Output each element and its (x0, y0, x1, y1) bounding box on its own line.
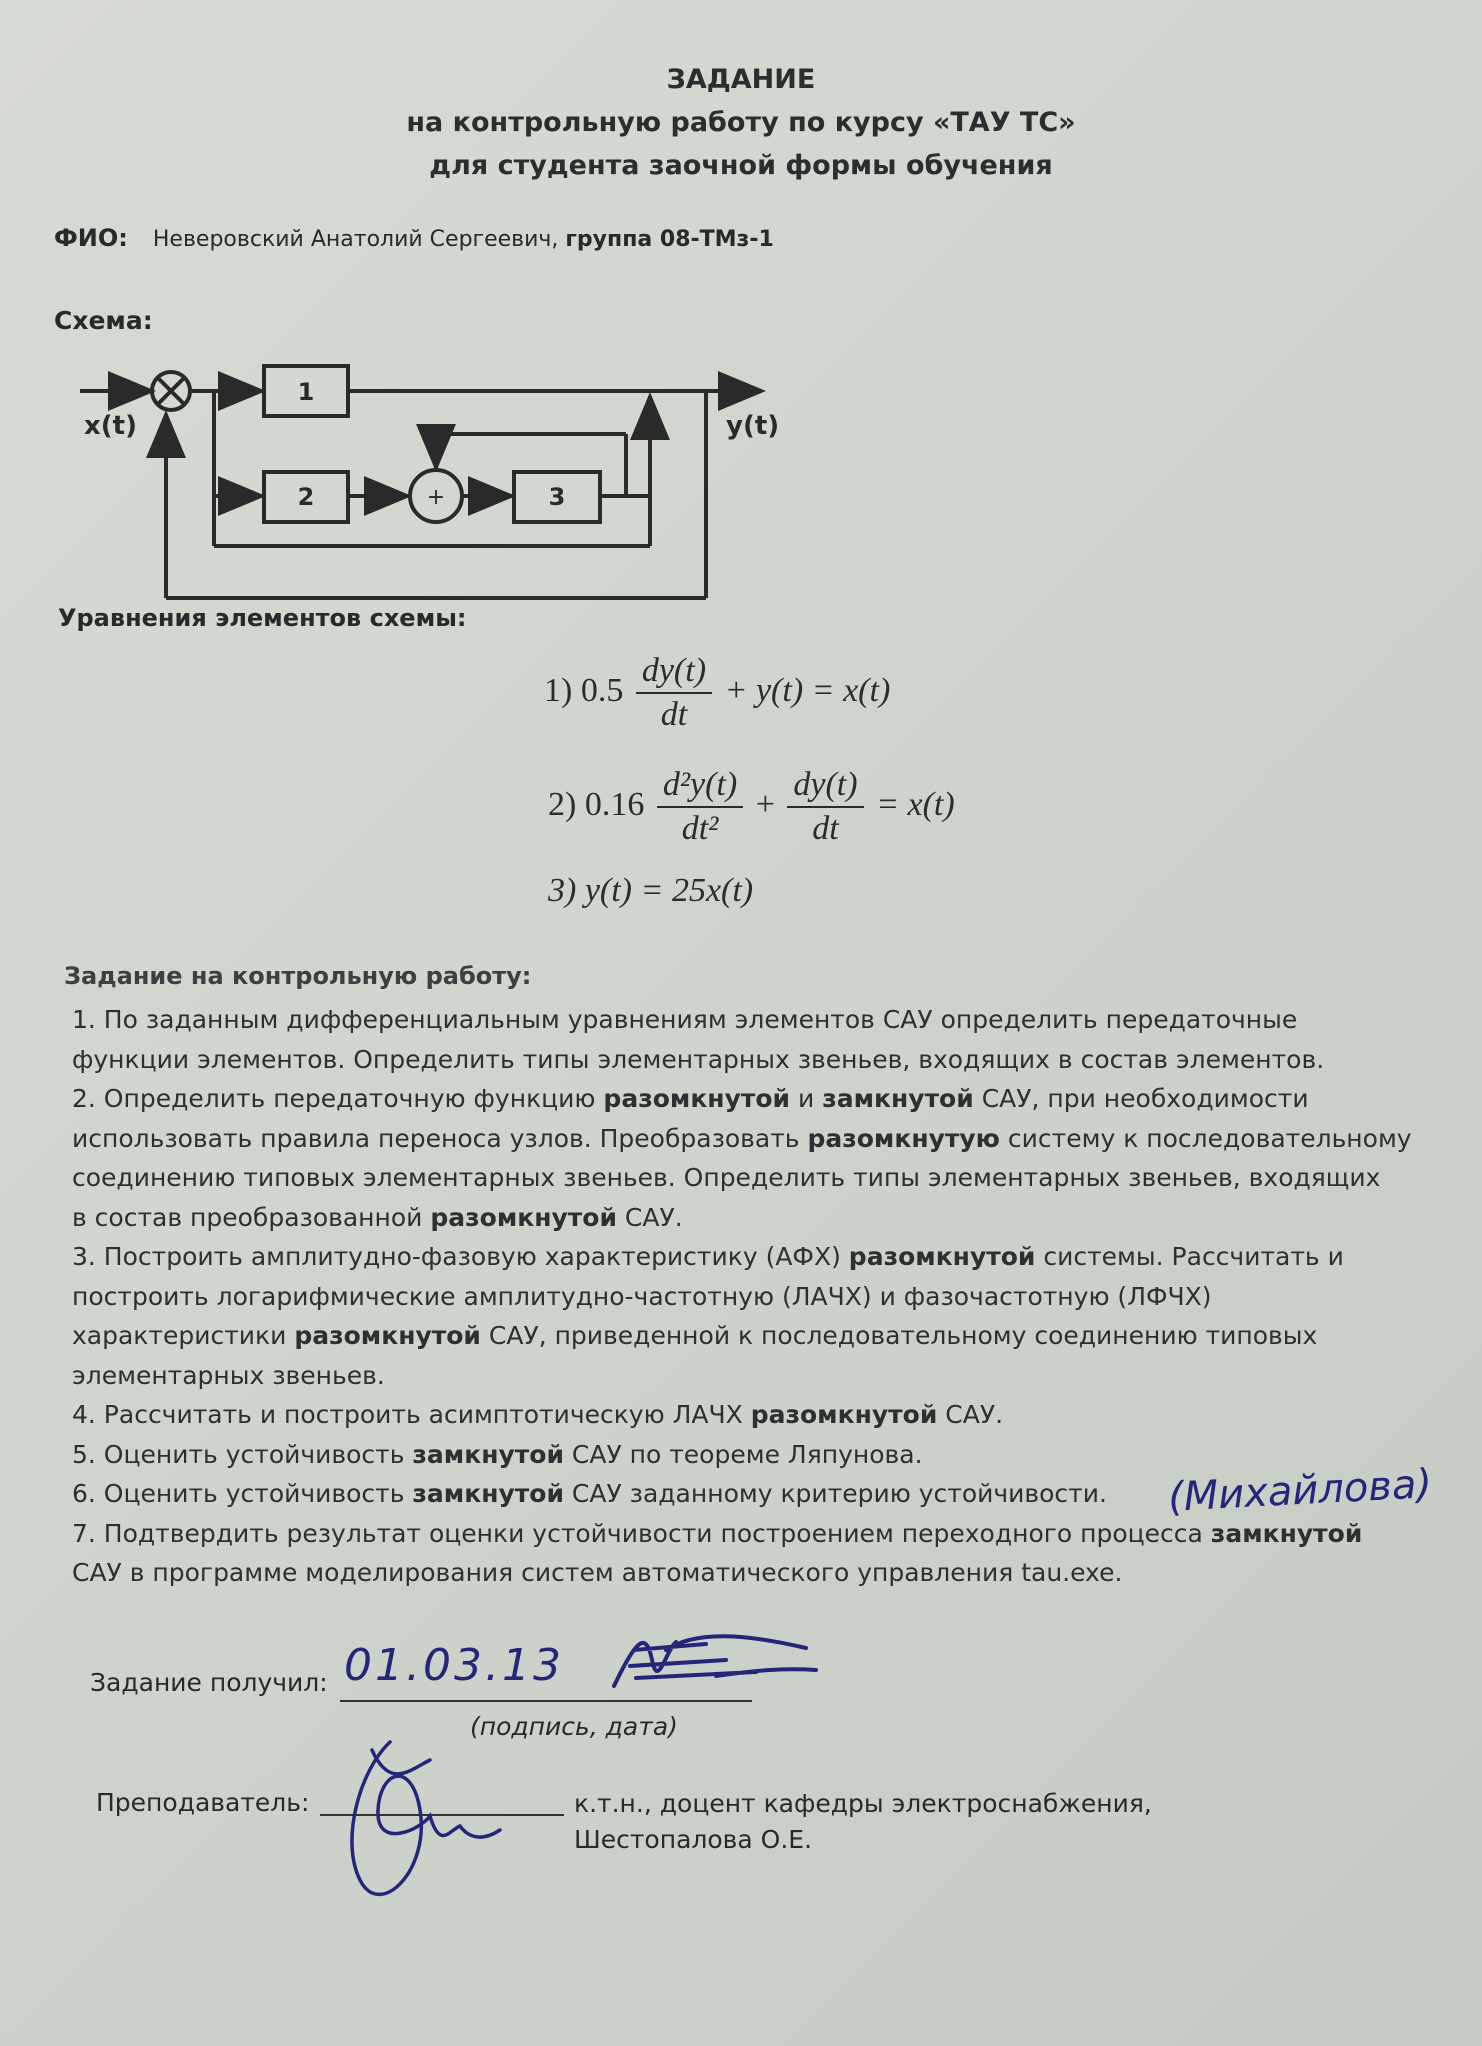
task-3-line-1: 3. Построить амплитудно-фазовую характеристику (АФХ) разомкнутой системы. Рассчитать и (72, 1242, 1344, 1271)
tasks-heading: Задание на контрольную работу: (64, 962, 532, 990)
block-2-label: 2 (297, 483, 315, 511)
inner-sum-sign: + (426, 485, 446, 510)
eq2-fraction-1 (657, 766, 743, 848)
task-3-line-3: характеристики разомкнутой САУ, приведенной к последовательному соединению типовых (72, 1321, 1318, 1350)
received-signature-line (340, 1700, 752, 1702)
input-label: x(t) (84, 411, 137, 441)
title-line-1: ЗАДАНИЕ (666, 64, 816, 95)
task-1-line-1: 1. По заданным дифференциальным уравнениям элементов САУ определить передаточные (72, 1005, 1298, 1034)
handwritten-criterion-note: (Михайлова) (1166, 1461, 1434, 1521)
title-line-2: на контрольную работу по курсу «ТАУ ТС» (406, 107, 1076, 138)
eq2-fraction-1-numerator: d²y(t) (657, 766, 743, 808)
student-name: Неверовский Анатолий Сергеевич, (152, 227, 559, 252)
task-7-line-2: САУ в программе моделирования систем автоматического управления tau.exe. (72, 1558, 1123, 1587)
eq1-fraction-numerator: dy(t) (636, 652, 712, 694)
task-3-line-2: построить логарифмические амплитудно-частотную (ЛАЧХ) и фазочастотную (ЛФЧХ) (72, 1281, 1212, 1311)
student-signature-icon (606, 1620, 826, 1700)
block-diagram (70, 350, 790, 606)
eq2-fraction-1-denominator: dt² (681, 810, 719, 847)
task-2-line-2: использовать правила переноса узлов. Преобразовать разомкнутую систему к последовательному (72, 1123, 1412, 1153)
teacher-signature-icon (320, 1730, 530, 1920)
eq2-coefficient: 0.16 (584, 785, 645, 823)
equation-1 (544, 652, 890, 734)
task-1-line-2: функции элементов. Определить типы элементарных звеньев, входящих в состав элементов. (72, 1044, 1325, 1074)
eq2-rest: = x(t) (876, 785, 955, 823)
eq1-number: 1) (544, 671, 573, 709)
eq2-fraction-2-numerator: dy(t) (787, 766, 863, 808)
task-3-line-4: элементарных звеньев. (72, 1360, 385, 1390)
task-5: 5. Оценить устойчивость замкнутой САУ по теореме Ляпунова. (72, 1439, 923, 1469)
title-line-3: для студента заочной формы обучения (429, 150, 1053, 181)
received-label: Задание получил: (90, 1668, 328, 1697)
eq1-fraction (636, 652, 712, 734)
eq1-rest: + y(t) = x(t) (724, 671, 891, 709)
equation-3 (548, 872, 753, 910)
document-title (0, 58, 1482, 187)
block-1-label: 1 (297, 378, 315, 406)
signature-hint: (подпись, дата) (470, 1712, 678, 1741)
equations-label: Уравнения элементов схемы: (58, 604, 467, 632)
task-6: 6. Оценить устойчивость замкнутой САУ заданному критерию устойчивости. (72, 1479, 1107, 1508)
task-4: 4. Рассчитать и построить асимптотическую ЛАЧХ разомкнутой САУ. (72, 1400, 1004, 1429)
task-2-line-1: 2. Определить передаточную функцию разомкнутой и замкнутой САУ, при необходимости (72, 1084, 1309, 1113)
block-3-label: 3 (548, 483, 566, 511)
teacher-name: Шестопалова О.Е. (574, 1825, 813, 1854)
fio-label: ФИО: (54, 224, 128, 252)
handwritten-date: 01.03.13 (344, 1640, 564, 1691)
output-label: y(t) (726, 411, 780, 441)
eq1-coefficient: 0.5 (580, 671, 624, 709)
task-2-line-3: соединению типовых элементарных звеньев. Определить типы элементарных звеньев, входящих (72, 1163, 1381, 1192)
eq2-number: 2) (548, 785, 577, 823)
eq2-fraction-2 (787, 766, 863, 848)
equation-2 (548, 766, 955, 848)
eq2-fraction-2-denominator: dt (812, 810, 839, 847)
schema-label: Схема: (54, 306, 153, 335)
eq3-text: 3) y(t) = 25x(t) (548, 872, 754, 909)
eq2-plus: + (755, 785, 775, 823)
teacher-title: к.т.н., доцент кафедры электроснабжения, (574, 1789, 1152, 1818)
student-info (54, 224, 774, 252)
task-7-line-1: 7. Подтвердить результат оценки устойчивости построением переходного процесса замкнутой (72, 1518, 1363, 1548)
eq1-fraction-denominator: dt (660, 696, 688, 733)
task-2-line-4: в состав преобразованной разомкнутой САУ. (72, 1202, 683, 1232)
student-group: группа 08-ТМз-1 (565, 227, 774, 252)
teacher-info (574, 1786, 1152, 1858)
teacher-label: Преподаватель: (96, 1788, 310, 1817)
